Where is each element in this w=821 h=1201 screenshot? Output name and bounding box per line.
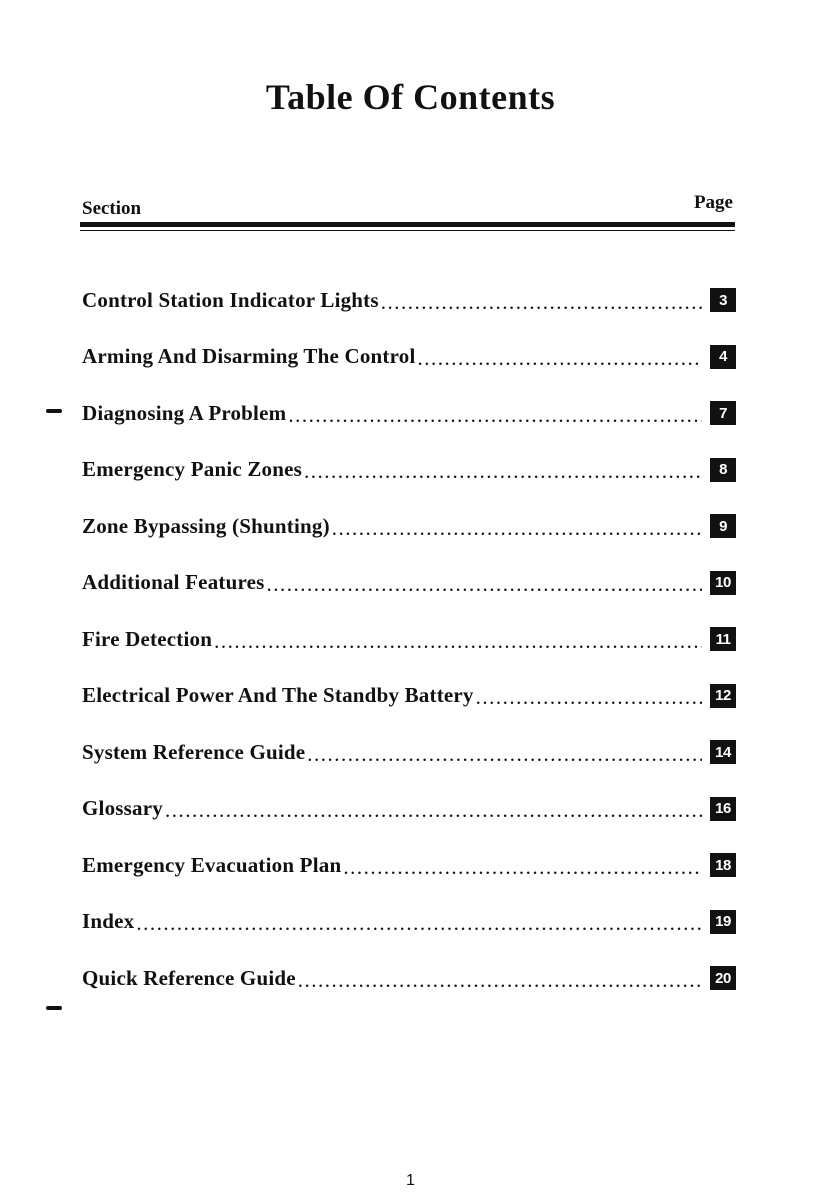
page-number-badge: 4 [710,345,736,369]
margin-mark [46,1006,62,1010]
toc-entry-label: Emergency Evacuation Plan [82,852,342,877]
toc-entry-quick-reference-guide[interactable] [82,950,736,1007]
toc-list [82,272,736,1007]
dot-leader [214,629,702,654]
page-number-badge: 18 [710,853,736,877]
dot-leader [418,346,703,371]
toc-entry-label: Glossary [82,796,163,821]
toc-entry-label: Quick Reference Guide [82,965,296,990]
page-number-badge: 8 [710,458,736,482]
header-rule-thin [80,230,735,231]
page-number-badge: 12 [710,684,736,708]
toc-entry-emergency-evacuation-plan[interactable] [82,837,736,894]
toc-entry-zone-bypassing[interactable] [82,498,736,555]
page-number-badge: 19 [710,910,736,934]
toc-entry-additional-features[interactable] [82,555,736,612]
header-rule-thick [80,222,735,227]
dot-leader [304,459,702,484]
toc-entry-index[interactable] [82,894,736,951]
page-number-badge: 20 [710,966,736,990]
toc-entry-system-reference-guide[interactable] [82,724,736,781]
page-title: Table Of Contents [265,77,556,118]
page-number-badge: 11 [710,627,736,651]
toc-entry-label: System Reference Guide [82,739,306,764]
dot-leader [136,911,702,936]
toc-entry-label: Emergency Panic Zones [82,457,303,482]
toc-entry-label: Arming And Disarming The Control [82,344,416,369]
dot-leader [165,798,702,823]
page-number-badge: 14 [710,740,736,764]
dot-leader [332,516,702,541]
toc-entry-emergency-panic-zones[interactable] [82,442,736,499]
margin-mark [46,409,62,413]
toc-entry-label: Index [82,909,135,934]
dot-leader [288,403,702,428]
toc-entry-label: Fire Detection [82,626,213,651]
dot-leader [267,572,702,597]
toc-entry-control-station-indicator-lights[interactable] [82,272,736,329]
dot-leader [343,855,702,880]
page-number-badge: 3 [710,288,736,312]
dot-leader [298,968,702,993]
toc-entry-label: Zone Bypassing (Shunting) [82,513,330,538]
toc-entry-label: Electrical Power And The Standby Battery [82,683,474,708]
page-number-badge: 16 [710,797,736,821]
toc-entry-label: Additional Features [82,570,265,595]
toc-entry-glossary[interactable] [82,781,736,838]
page-number-badge: 7 [710,401,736,425]
dot-leader [476,685,702,710]
toc-entry-diagnosing-a-problem[interactable] [82,385,736,442]
toc-entry-arming-and-disarming[interactable] [82,329,736,386]
page-number-badge: 10 [710,571,736,595]
dot-leader [307,742,702,767]
toc-entry-electrical-power[interactable] [82,668,736,725]
dot-leader [381,290,702,315]
toc-entry-label: Control Station Indicator Lights [82,287,379,312]
page-number-badge: 9 [710,514,736,538]
page-column-header: Page [693,192,733,213]
toc-entry-label: Diagnosing A Problem [82,400,287,425]
section-column-header: Section [82,198,142,219]
footer-page-number: 1 [406,1172,415,1189]
toc-entry-fire-detection[interactable] [82,611,736,668]
